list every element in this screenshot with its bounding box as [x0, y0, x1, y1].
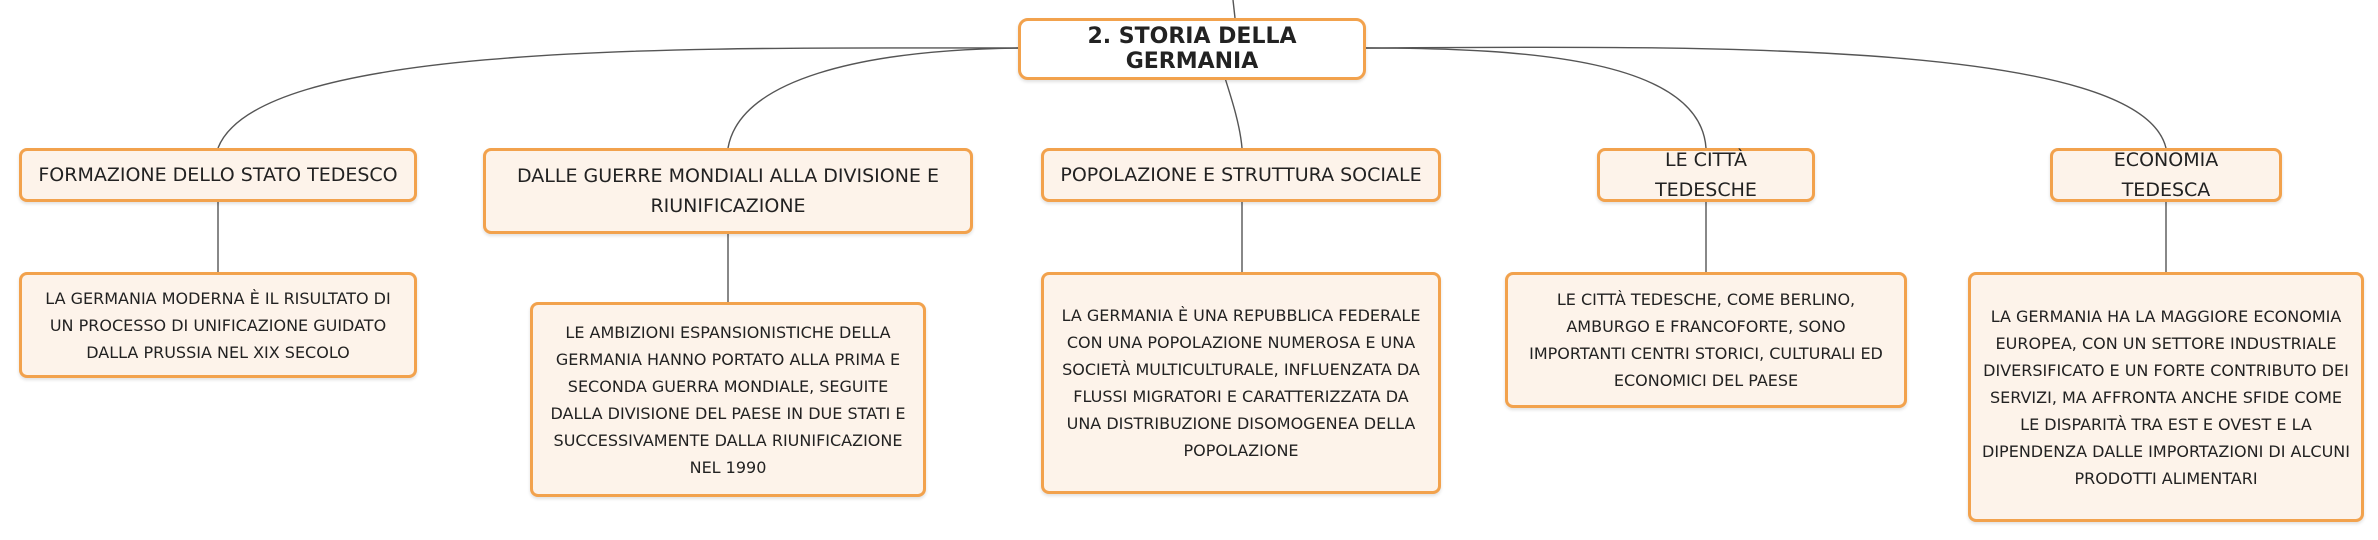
- topic-label: DALLE GUERRE MONDIALI ALLA DIVISIONE E RIUNIFICAZIONE: [517, 165, 939, 217]
- topic-node-popolazione[interactable]: [1041, 148, 1441, 202]
- detail-node-citta[interactable]: [1505, 272, 1907, 408]
- detail-node-guerre[interactable]: [530, 302, 926, 497]
- detail-text: LA GERMANIA HA LA MAGGIORE ECONOMIA EUROPEA, CON UN SETTORE INDUSTRIALE DIVERSIFICATO E UN FORTE CONTRIBUTO DEI SERVIZI, MA AFFRONTA ANCHE SFIDE COME LE DISPARITÀ TRA EST E OVEST E LA DIPENDENZA DALLE IMPORTAZIONI DI ALCUNI PRODOTTI ALIMENTARI: [1982, 306, 2350, 488]
- connector-root-to-topic-2: [728, 48, 1018, 148]
- connector-root-to-topic-3: [1225, 78, 1242, 148]
- detail-text: LA GERMANIA È UNA REPUBBLICA FEDERALE CON UNA POPOLAZIONE NUMEROSA E UNA SOCIETÀ MULTICULTURALE, INFLUENZATA DA FLUSSI MIGRATORI E CARATTERIZZATA DA UNA DISTRIBUZIONE DISOMOGENEA DELLA POPOLAZIONE: [1061, 306, 1421, 460]
- topic-node-citta[interactable]: [1597, 148, 1815, 202]
- root-title: 2. STORIA DELLA GERMANIA: [1087, 24, 1297, 74]
- topic-node-formazione[interactable]: [19, 148, 417, 202]
- detail-node-popolazione[interactable]: [1041, 272, 1441, 494]
- detail-text: LE AMBIZIONI ESPANSIONISTICHE DELLA GERMANIA HANNO PORTATO ALLA PRIMA E SECONDA GUERRA MONDIALE, SEGUITE DALLA DIVISIONE DEL PAESE IN DUE STATI E SUCCESSIVAMENTE DALLA RIUNIFICAZIONE NEL 1990: [550, 322, 906, 477]
- detail-text: LA GERMANIA MODERNA È IL RISULTATO DI UN PROCESSO DI UNIFICAZIONE GUIDATO DALLA PRUSSIA NEL XIX SECOLO: [45, 288, 391, 362]
- topic-label: ECONOMIA TEDESCA: [2113, 149, 2219, 201]
- root-node[interactable]: [1018, 18, 1366, 80]
- connector-root-to-topic-4: [1366, 48, 1706, 148]
- detail-node-economia[interactable]: [1968, 272, 2364, 522]
- topic-label: LE CITTÀ TEDESCHE: [1655, 149, 1757, 201]
- connector-root-to-topic-5: [1366, 47, 2166, 148]
- topic-node-guerre[interactable]: [483, 148, 973, 234]
- detail-text: LE CITTÀ TEDESCHE, COME BERLINO, AMBURGO E FRANCOFORTE, SONO IMPORTANTI CENTRI STORICI, CULTURALI ED ECONOMICI DEL PAESE: [1529, 290, 1883, 390]
- topic-node-economia[interactable]: [2050, 148, 2282, 202]
- connector-parent-to-root: [1233, 0, 1235, 18]
- topic-label: FORMAZIONE DELLO STATO TEDESCO: [38, 164, 398, 186]
- topic-label: POPOLAZIONE E STRUTTURA SOCIALE: [1060, 164, 1422, 186]
- detail-node-formazione[interactable]: [19, 272, 417, 378]
- connector-root-to-topic-1: [218, 48, 1018, 148]
